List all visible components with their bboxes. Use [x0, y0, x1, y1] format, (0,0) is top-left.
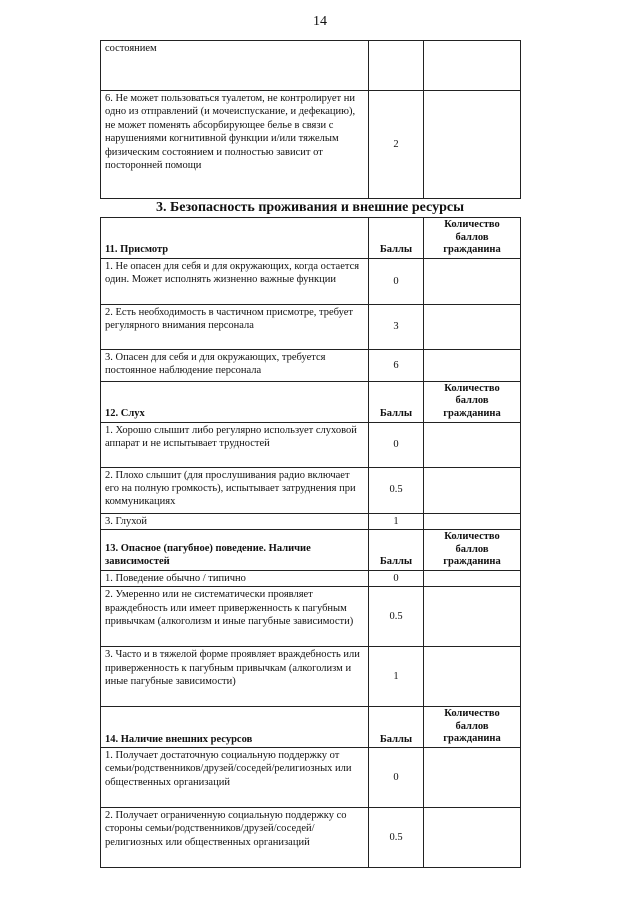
- group-header-row: [101, 530, 521, 571]
- group-title: 13. Опасное (пагубное) поведение. Наличие зависимостей: [101, 530, 369, 571]
- criterion-text: 2. Есть необходимость в частичном присмотре, требует регулярного внимания персонала: [101, 304, 369, 349]
- citizen-score-cell: [424, 570, 521, 586]
- table-row: [101, 304, 521, 349]
- citizen-score-cell: [424, 91, 521, 199]
- score-cell: 0.5: [369, 587, 424, 647]
- criterion-text: 3. Опасен для себя и для окружающих, требуется постоянное наблюдение персонала: [101, 349, 369, 381]
- group-header-row: [101, 707, 521, 748]
- group-title: 14. Наличие внешних ресурсов: [101, 707, 369, 748]
- table-row: [101, 570, 521, 586]
- citizen-score-cell: [424, 41, 521, 91]
- score-header: Баллы: [369, 218, 424, 259]
- group-header-row: [101, 218, 521, 259]
- criterion-text: 1. Получает достаточную социальную поддержку от семьи/родственников/друзей/соседей/религиозных или общественных организаций: [101, 748, 369, 808]
- citizen-score-cell: [424, 647, 521, 707]
- score-cell: 1: [369, 513, 424, 529]
- table-row: [101, 647, 521, 707]
- citizen-score-header: Количество баллов гражданина: [424, 530, 521, 571]
- criterion-text: состоянием: [101, 41, 369, 91]
- table-row: [101, 467, 521, 513]
- score-cell: [369, 41, 424, 91]
- page-number: 14: [313, 14, 327, 29]
- criterion-text: 1. Поведение обычно / типично: [101, 570, 369, 586]
- group-title: 12. Слух: [101, 381, 369, 422]
- score-cell: 0: [369, 748, 424, 808]
- score-cell: 0.5: [369, 467, 424, 513]
- criterion-text: 2. Получает ограниченную социальную поддержку со стороны семьи/родственников/друзей/соседей/религиозных или общественных организаций: [101, 808, 369, 868]
- citizen-score-header: Количество баллов гражданина: [424, 218, 521, 259]
- table-row: [101, 258, 521, 304]
- criterion-text: 1. Не опасен для себя и для окружающих, когда остается один. Может исполнять жизненно важные функции: [101, 258, 369, 304]
- assessment-table: [100, 217, 521, 868]
- score-cell: 6: [369, 349, 424, 381]
- table-row: [101, 748, 521, 808]
- table-row: [101, 587, 521, 647]
- table-row: [101, 41, 521, 91]
- score-cell: 0: [369, 570, 424, 586]
- group-header-row: [101, 381, 521, 422]
- criterion-text: 3. Глухой: [101, 513, 369, 529]
- score-cell: 3: [369, 304, 424, 349]
- score-cell: 0: [369, 258, 424, 304]
- citizen-score-cell: [424, 587, 521, 647]
- citizen-score-header: Количество баллов гражданина: [424, 707, 521, 748]
- table-row: [101, 349, 521, 381]
- criterion-text: 2. Плохо слышит (для прослушивания радио включает его на полную громкость), испытывает затруднения при коммуникациях: [101, 467, 369, 513]
- score-cell: 0: [369, 422, 424, 467]
- criterion-text: 1. Хорошо слышит либо регулярно использует слуховой аппарат и не испытывает трудностей: [101, 422, 369, 467]
- citizen-score-cell: [424, 349, 521, 381]
- criterion-text: 3. Часто и в тяжелой форме проявляет враждебность или приверженность к пагубным привычкам (алкоголизм и иные пагубные зависимости): [101, 647, 369, 707]
- table-row: [101, 422, 521, 467]
- criterion-text: 2. Умеренно или не систематически проявляет враждебность или имеет приверженность к пагубным привычкам (алкоголизм и иные пагубные зависимости): [101, 587, 369, 647]
- citizen-score-cell: [424, 467, 521, 513]
- section-title: 3. Безопасность проживания и внешние ресурсы: [155, 200, 465, 215]
- score-cell: 1: [369, 647, 424, 707]
- citizen-score-cell: [424, 258, 521, 304]
- score-header: Баллы: [369, 381, 424, 422]
- continuation-table: [100, 40, 521, 199]
- table-row: [101, 808, 521, 868]
- citizen-score-cell: [424, 748, 521, 808]
- table-row: [101, 91, 521, 199]
- score-header: Баллы: [369, 530, 424, 571]
- score-cell: 0.5: [369, 808, 424, 868]
- citizen-score-cell: [424, 304, 521, 349]
- criterion-text: 6. Не может пользоваться туалетом, не контролирует ни одно из отправлений (и мочеиспускание, и дефекацию), не может поменять абсорбирующее белье в связи с нарушениями когнитивной функции и/или тяжелым физическим состоянием и полностью зависит от посторонней помощи: [101, 91, 369, 199]
- table-row: [101, 513, 521, 529]
- citizen-score-cell: [424, 422, 521, 467]
- score-cell: 2: [369, 91, 424, 199]
- citizen-score-header: Количество баллов гражданина: [424, 381, 521, 422]
- citizen-score-cell: [424, 808, 521, 868]
- group-title: 11. Присмотр: [101, 218, 369, 259]
- score-header: Баллы: [369, 707, 424, 748]
- citizen-score-cell: [424, 513, 521, 529]
